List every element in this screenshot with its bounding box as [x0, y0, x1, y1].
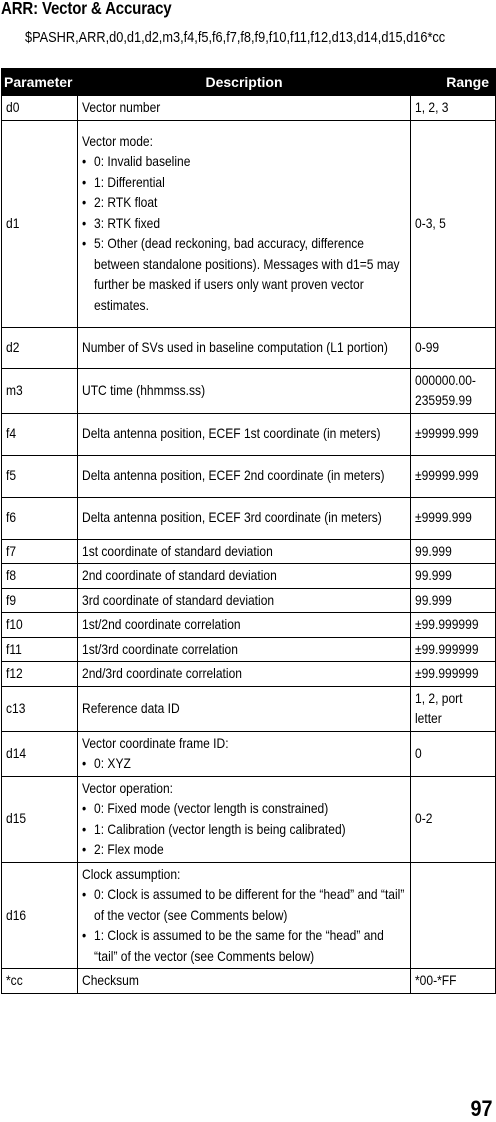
parameter-name: d16: [6, 906, 27, 923]
table-row: [2, 368, 496, 413]
table-row: [2, 637, 496, 662]
description-cell: [78, 862, 411, 969]
range-value: *00-*FF: [415, 972, 457, 988]
message-syntax: $PASHR,ARR,d0,d1,d2,m3,f4,f5,f6,f7,f8,f9,f10,f11,f12,d13,d14,d15,d16*cc: [25, 30, 446, 46]
range-value: 0-99: [415, 338, 440, 355]
description-bullet: • 0: Clock is assumed to be different for the “head” and “tail” of the vector (see Comments below): [82, 884, 406, 925]
parameter-name: d2: [6, 338, 20, 355]
parameter-cell: [2, 613, 78, 638]
parameter-table: [1, 68, 496, 994]
parameter-cell: [2, 776, 78, 862]
range-cell: [411, 662, 496, 687]
description-bullet: • 2: Flex mode: [82, 839, 406, 860]
range-value: 1, 2, port letter: [415, 689, 463, 726]
table-row: [2, 862, 496, 969]
parameter-cell: [2, 327, 78, 368]
parameter-cell: [2, 368, 78, 413]
range-value: 99.999: [415, 542, 452, 559]
parameter-name: f6: [6, 509, 17, 526]
description-cell: [78, 539, 411, 564]
description-bullet: • 0: Fixed mode (vector length is constrained): [82, 798, 406, 819]
parameter-name: f12: [6, 665, 23, 681]
range-cell: [411, 455, 496, 497]
table-row: [2, 776, 496, 862]
range-cell: [411, 731, 496, 776]
range-cell: [411, 96, 496, 121]
parameter-cell: [2, 969, 78, 994]
parameter-name: f9: [6, 591, 17, 608]
description-text: Delta antenna position, ECEF 2nd coordinate (in meters): [82, 467, 385, 484]
range-cell: [411, 637, 496, 662]
description-text: Vector coordinate frame ID:: [82, 734, 229, 751]
description-text: Delta antenna position, ECEF 1st coordinate (in meters): [82, 425, 381, 442]
description-text: Vector operation:: [82, 779, 174, 796]
parameter-cell: [2, 413, 78, 455]
range-value: ±99999.999: [415, 467, 479, 484]
parameter-name: f8: [6, 567, 17, 583]
page-number: 97: [469, 1096, 492, 1121]
column-header-range: Range: [411, 69, 496, 96]
parameter-cell: [2, 564, 78, 589]
parameter-cell: [2, 497, 78, 539]
parameter-name: m3: [6, 381, 23, 398]
table-row: [2, 96, 496, 121]
description-bullet: • 0: Invalid baseline: [82, 151, 406, 172]
range-value: ±9999.999: [415, 509, 472, 526]
range-cell: [411, 539, 496, 564]
range-cell: [411, 776, 496, 862]
parameter-name: d1: [6, 214, 20, 231]
description-cell: [78, 637, 411, 662]
parameter-name: f5: [6, 467, 17, 484]
description-cell: [78, 776, 411, 862]
description-cell: [78, 731, 411, 776]
parameter-cell: [2, 588, 78, 613]
range-value: ±99.999999: [415, 616, 479, 632]
parameter-cell: [2, 120, 78, 327]
description-cell: [78, 564, 411, 589]
table-row: [2, 588, 496, 613]
table-row: [2, 497, 496, 539]
parameter-cell: [2, 637, 78, 662]
range-value: ±99999.999: [415, 425, 479, 442]
range-cell: [411, 613, 496, 638]
parameter-name: f4: [6, 425, 17, 442]
description-bullet: • 1: Calibration (vector length is being calibrated): [82, 819, 406, 840]
range-cell: [411, 120, 496, 327]
description-text: 1st/2nd coordinate correlation: [82, 616, 241, 632]
range-cell: [411, 686, 496, 731]
parameter-cell: [2, 731, 78, 776]
table-row: [2, 120, 496, 327]
table-row: [2, 662, 496, 687]
range-value: 0: [415, 744, 422, 761]
parameter-cell: [2, 539, 78, 564]
range-cell: [411, 327, 496, 368]
table-row: [2, 564, 496, 589]
parameter-name: c13: [6, 699, 26, 716]
table-row: [2, 686, 496, 731]
description-cell: [78, 969, 411, 994]
description-cell: [78, 588, 411, 613]
column-header-parameter: Parameter: [2, 69, 78, 96]
table-row: [2, 731, 496, 776]
table-row: [2, 613, 496, 638]
range-cell: [411, 413, 496, 455]
range-value: 000000.00-235959.99: [415, 371, 476, 408]
range-cell: [411, 497, 496, 539]
description-text: Vector number: [82, 99, 161, 115]
description-text: 1st coordinate of standard deviation: [82, 542, 273, 559]
description-text: 2nd coordinate of standard deviation: [82, 567, 277, 583]
description-cell: [78, 368, 411, 413]
range-value: 99.999: [415, 591, 452, 608]
description-bullet: • 0: XYZ: [82, 753, 406, 774]
table-row: [2, 455, 496, 497]
description-text: 2nd/3rd coordinate correlation: [82, 665, 242, 681]
range-value: 0-3, 5: [415, 214, 446, 231]
description-bullet: • 1: Differential: [82, 172, 406, 193]
description-text: Vector mode:: [82, 132, 153, 149]
table-header-row: [2, 69, 496, 96]
parameter-name: f10: [6, 616, 23, 632]
description-bullet: • 3: RTK fixed: [82, 213, 406, 234]
table-row: [2, 327, 496, 368]
description-text: 1st/3rd coordinate correlation: [82, 640, 238, 657]
description-cell: [78, 96, 411, 121]
description-bullet: • 2: RTK float: [82, 192, 406, 213]
range-cell: [411, 862, 496, 969]
parameter-name: d0: [6, 99, 20, 115]
range-value: 0-2: [415, 810, 433, 827]
description-cell: [78, 662, 411, 687]
description-cell: [78, 613, 411, 638]
parameter-name: f7: [6, 542, 17, 559]
description-text: Checksum: [82, 972, 139, 988]
parameter-name: f11: [6, 640, 22, 657]
description-cell: [78, 497, 411, 539]
table-row: [2, 969, 496, 994]
description-text: Clock assumption:: [82, 865, 181, 882]
range-cell: [411, 969, 496, 994]
parameter-cell: [2, 662, 78, 687]
parameter-cell: [2, 455, 78, 497]
description-text: Delta antenna position, ECEF 3rd coordinate (in meters): [82, 509, 382, 526]
table-row: [2, 413, 496, 455]
parameter-cell: [2, 96, 78, 121]
description-text: Reference data ID: [82, 699, 180, 716]
range-value: ±99.999999: [415, 665, 479, 681]
page-title: ARR: Vector & Accuracy: [1, 0, 172, 18]
description-cell: [78, 686, 411, 731]
description-text: Number of SVs used in baseline computation (L1 portion): [82, 338, 388, 355]
description-bullet: • 5: Other (dead reckoning, bad accuracy, difference between standalone positions). Messages with d1=5 may further be masked if users only want proven vector estimates.: [82, 233, 406, 315]
range-value: 99.999: [415, 567, 452, 583]
table-row: [2, 539, 496, 564]
range-cell: [411, 588, 496, 613]
description-cell: [78, 327, 411, 368]
description-cell: [78, 455, 411, 497]
parameter-name: d14: [6, 744, 27, 761]
description-cell: [78, 413, 411, 455]
parameter-cell: [2, 862, 78, 969]
description-text: UTC time (hhmmss.ss): [82, 381, 206, 398]
parameter-name: *cc: [6, 972, 23, 988]
range-value: 1, 2, 3: [415, 99, 449, 115]
parameter-cell: [2, 686, 78, 731]
column-header-description: Description: [78, 69, 411, 96]
description-text: 3rd coordinate of standard deviation: [82, 591, 275, 608]
range-cell: [411, 368, 496, 413]
description-bullet: • 1: Clock is assumed to be the same for the “head” and “tail” of the vector (see Comments below): [82, 925, 406, 966]
range-value: ±99.999999: [415, 640, 479, 657]
parameter-name: d15: [6, 810, 27, 827]
range-cell: [411, 564, 496, 589]
description-cell: [78, 120, 411, 327]
